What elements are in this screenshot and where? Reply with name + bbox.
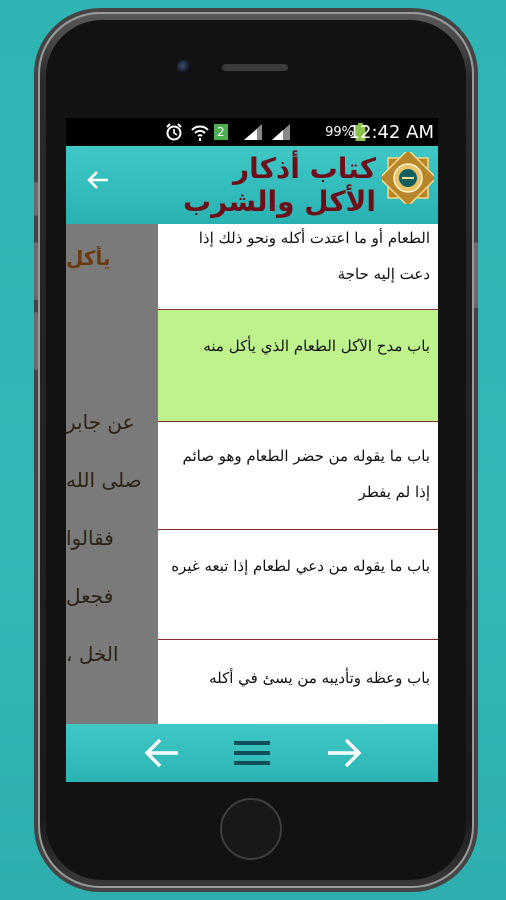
status-bar <box>66 118 438 146</box>
background-text-line: فجعل <box>66 584 114 608</box>
drawer-item[interactable] <box>158 224 438 310</box>
drawer-item-selected[interactable] <box>158 310 438 422</box>
clock: 12:42 AM <box>348 121 434 143</box>
phone-screen <box>66 118 438 782</box>
arrow-left-icon[interactable] <box>84 166 112 194</box>
signal-icon <box>242 118 264 146</box>
page-title: كتاب أذكار الأكل والشرب <box>182 152 376 218</box>
drawer-item[interactable] <box>158 422 438 530</box>
drawer-item[interactable] <box>158 640 438 724</box>
volume-down-button <box>34 312 38 370</box>
sim-badge: 2 <box>214 118 228 146</box>
battery-percent: 99% <box>325 124 354 140</box>
signal-icon-2 <box>270 118 292 146</box>
app-bar <box>66 146 438 224</box>
bottom-nav-bar <box>66 724 438 782</box>
front-camera <box>177 60 191 74</box>
content-area <box>66 224 438 724</box>
drawer-item[interactable] <box>158 530 438 640</box>
ornament-logo-icon <box>382 152 434 204</box>
drawer-item-label: باب ما يقوله من دعي لطعام إذا تبعه غيره <box>171 557 430 575</box>
power-button <box>474 242 478 308</box>
earpiece-speaker <box>222 64 288 71</box>
drawer-item-label: الطعام أو ما اعتدت أكله ونحو ذلك إذا دعت إليه حاجة <box>198 229 430 283</box>
background-text-line: صلى الله <box>66 468 142 492</box>
wifi-icon <box>190 118 210 146</box>
navigation-drawer <box>158 224 438 724</box>
alarm-icon <box>164 118 184 146</box>
drawer-item-label: باب مدح الآكل الطعام الذي يأكل منه <box>203 337 430 355</box>
mute-switch <box>34 182 38 216</box>
home-button <box>220 798 282 860</box>
arrow-right-icon[interactable] <box>324 733 364 773</box>
drawer-item-label: باب وعظه وتأديبه من يسئ في أكله <box>209 669 430 687</box>
background-text-line: عن جابر <box>66 410 135 434</box>
drawer-item-label: باب ما يقوله من حضر الطعام وهو صائم إذا لم يفطر <box>182 447 430 501</box>
arrow-left-icon[interactable] <box>142 733 182 773</box>
volume-up-button <box>34 242 38 300</box>
hamburger-menu-icon[interactable] <box>232 733 272 773</box>
background-text-line: فقالوا <box>66 526 114 550</box>
background-text-line: الخل ، <box>66 642 119 666</box>
background-heading: يأكل <box>66 246 111 270</box>
